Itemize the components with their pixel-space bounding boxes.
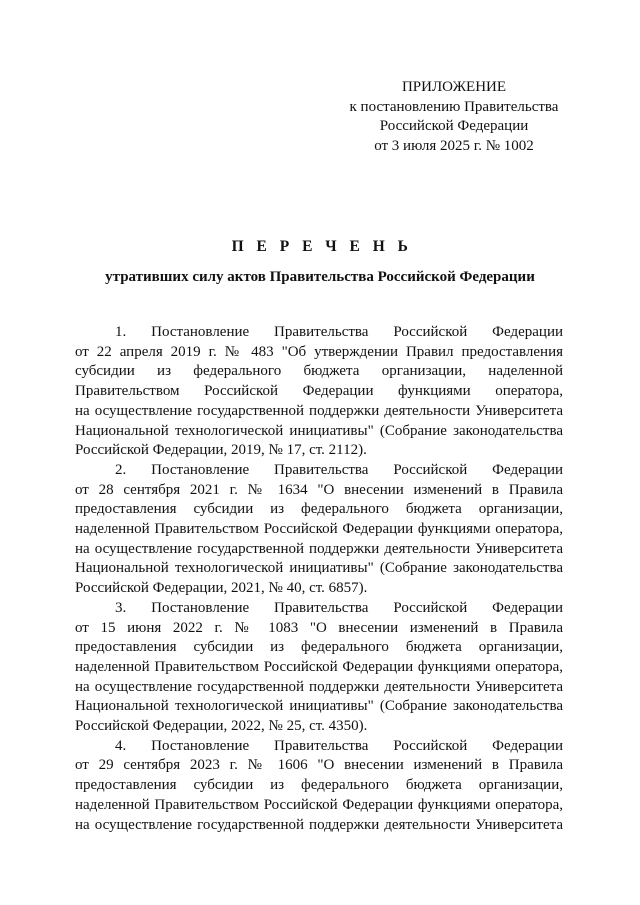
item-line: от 15 июня 2022 г. № 1083 "О внесении изменений в Правила [75, 619, 563, 636]
item-line: от 29 сентября 2023 г. № 1606 "О внесении изменений в Правила [75, 757, 563, 774]
appendix-label: ПРИЛОЖЕНИЕ [401, 79, 507, 95]
item-line: на осуществление государственной поддержки деятельности Университета [75, 540, 563, 557]
appendix-date-number: от 3 июля 2025 г. № 1002 [374, 137, 534, 154]
acts-list [75, 323, 563, 835]
document-title: П Е Р Е Ч Е Н Ь [231, 238, 413, 255]
item-line: Национальной технологической инициативы" (Собрание законодательства [75, 422, 563, 439]
item-line: Российской Федерации, 2021, № 40, ст. 6857). [75, 580, 368, 597]
item-line: 4. Постановление Правительства Российской Федерации [115, 737, 563, 754]
item-line: предоставления субсидии из федерального бюджета организации, [75, 639, 563, 656]
appendix-government: Российской Федерации [379, 118, 529, 134]
appendix-header [330, 78, 578, 156]
item-line: на осуществление государственной поддержки деятельности Университета [75, 816, 563, 833]
item-line: на осуществление государственной поддержки деятельности Университета [75, 402, 563, 419]
item-line: Правительством Российской Федерации функциями оператора, [75, 383, 563, 400]
item-line: предоставления субсидии из федерального бюджета организации, [75, 501, 563, 518]
item-line: 3. Постановление Правительства Российской Федерации [115, 599, 563, 616]
item-line: предоставления субсидии из федерального бюджета организации, [75, 777, 563, 794]
item-line: наделенной Правительством Российской Федерации функциями оператора, [75, 521, 563, 538]
list-item [75, 599, 563, 737]
item-line: от 22 апреля 2019 г. № 483 "Об утверждении Правил предоставления [75, 343, 563, 360]
list-item [75, 323, 563, 461]
item-line: Российской Федерации, 2022, № 25, ст. 4350). [75, 718, 368, 735]
item-line: от 28 сентября 2021 г. № 1634 "О внесении изменений в Правила [75, 481, 563, 498]
item-line: 2. Постановление Правительства Российской Федерации [115, 461, 563, 478]
item-line: 1. Постановление Правительства Российской Федерации [115, 324, 563, 340]
document-subtitle: утративших силу актов Правительства Российской Федерации [105, 269, 535, 285]
item-line: Национальной технологической инициативы" (Собрание законодательства [75, 560, 563, 577]
item-line: на осуществление государственной поддержки деятельности Университета [75, 678, 563, 695]
item-line: наделенной Правительством Российской Федерации функциями оператора, [75, 796, 563, 813]
item-line: наделенной Правительством Российской Федерации функциями оператора, [75, 658, 563, 675]
appendix-resolution-ref: к постановлению Правительства [349, 98, 559, 115]
item-line: Российской Федерации, 2019, № 17, ст. 2112). [75, 442, 367, 459]
item-line: Национальной технологической инициативы" (Собрание законодательства [75, 698, 563, 715]
list-item [75, 737, 563, 836]
list-item [75, 461, 563, 599]
item-line: субсидии из федерального бюджета организации, наделенной [75, 363, 563, 380]
